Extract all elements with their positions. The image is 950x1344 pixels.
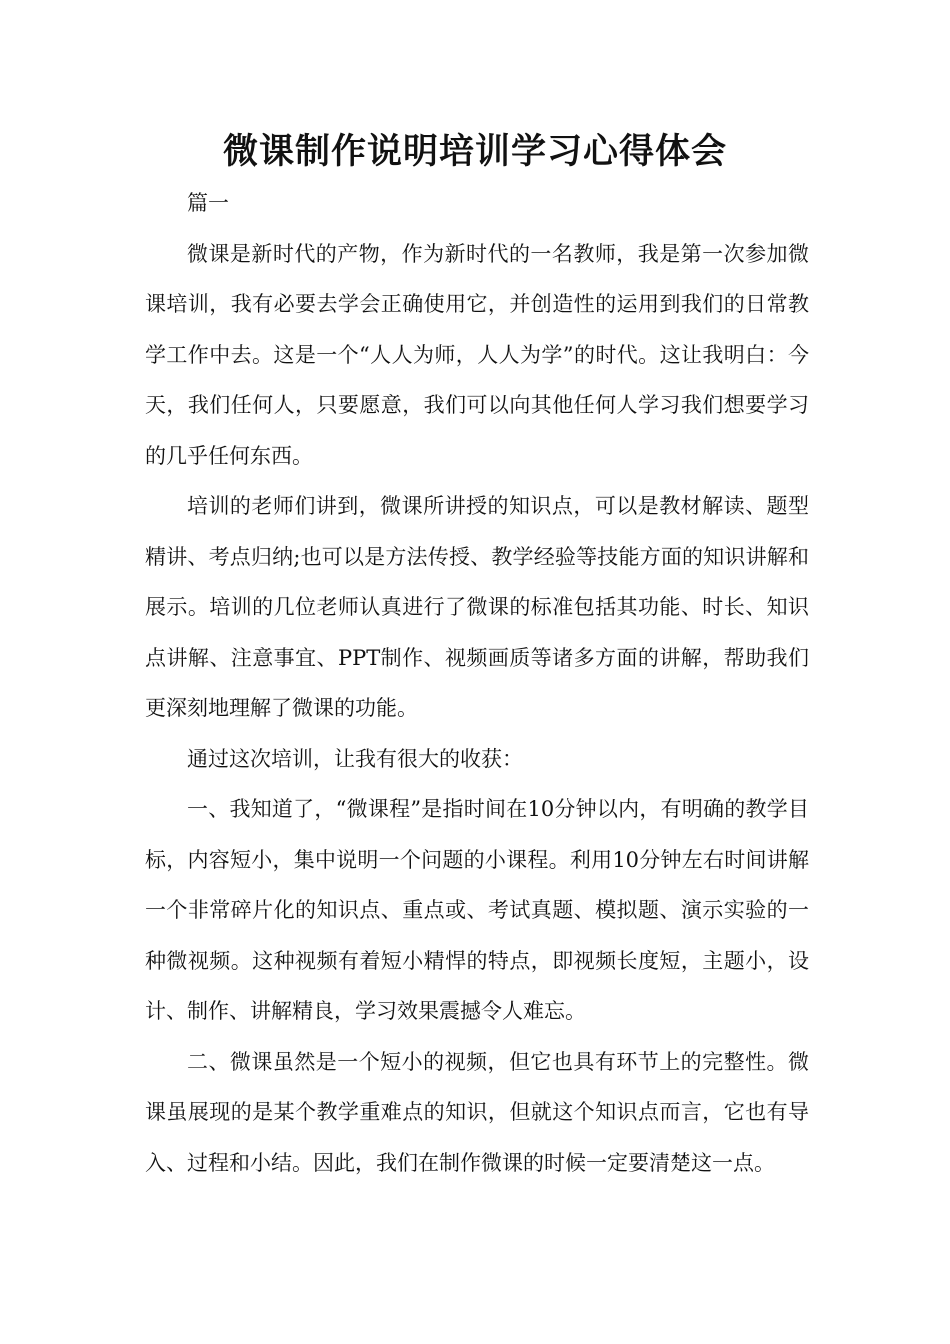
paragraph-gains-lead: 通过这次培训，让我有很大的收获： xyxy=(187,746,523,771)
paragraph-training-content: 培训的老师们讲到，微课所讲授的知识点，可以是教材解读、题型精讲、考点归纳;也可以是方法传授、教学经验等技能方面的知识讲解和展示。培训的几位老师认真进行了微课的标准包括其功能、时长、知识点讲解、注意事宜、PPT制作、视频画质等诸多方面的讲解，帮助我们更深刻地理解了微课的功能。 xyxy=(145,494,809,720)
section-heading: 篇一 xyxy=(187,191,229,215)
document-body xyxy=(145,178,809,1188)
document-title: 微课制作说明培训学习心得体会 xyxy=(222,132,727,172)
paragraph-point-one: 一、我知道了，“微课程”是指时间在10分钟以内，有明确的教学目标，内容短小，集中说明一个问题的小课程。利用10分钟左右时间讲解一个非常碎片化的知识点、重点或、考试真题、模拟题、演示实验的一种微视频。这种视频有着短小精悍的特点，即视频长度短，主题小，设计、制作、讲解精良，学习效果震撼令人难忘。 xyxy=(145,797,809,1023)
paragraph-intro: 微课是新时代的产物，作为新时代的一名教师，我是第一次参加微课培训，我有必要去学会正确使用它，并创造性的运用到我们的日常教学工作中去。这是一个“人人为师，人人为学”的时代。这让我明白：今天，我们任何人，只要愿意，我们可以向其他任何人学习我们想要学习的几乎任何东西。 xyxy=(145,241,809,468)
paragraph-point-two: 二、微课虽然是一个短小的视频，但它也具有环节上的完整性。微课虽展现的是某个教学重难点的知识，但就这个知识点而言，它也有导入、过程和小结。因此，我们在制作微课的时候一定要清楚这一点。 xyxy=(145,1049,809,1175)
